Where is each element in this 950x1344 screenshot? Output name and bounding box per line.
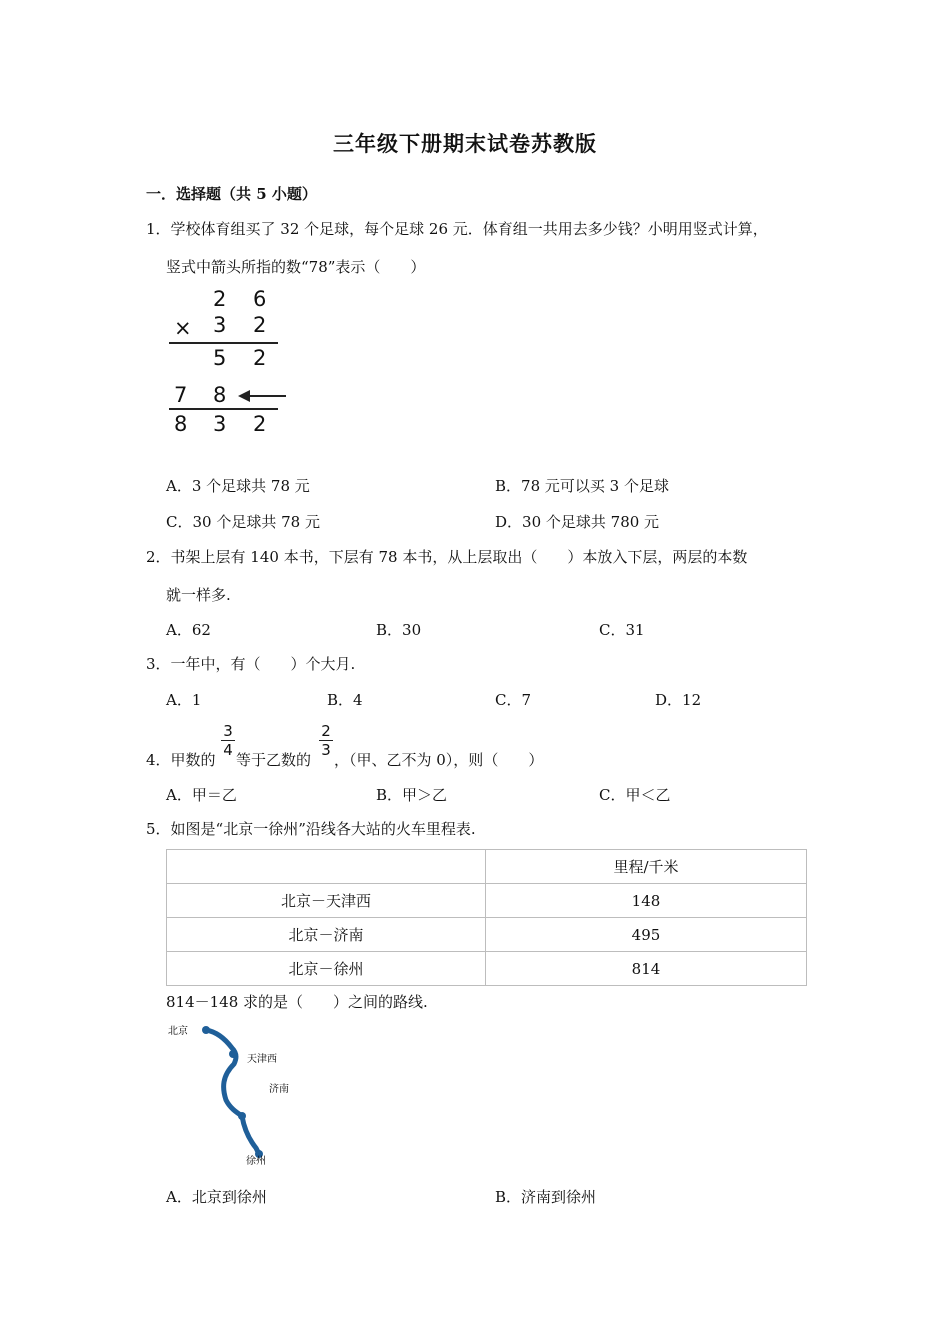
calc-digit: 6 (253, 287, 267, 311)
map-label-tianjinxi: 天津西 (247, 1054, 277, 1065)
table-row (167, 952, 807, 986)
q4-text-part3: ，（甲、乙不为 0），则（ ） (334, 751, 544, 769)
multiply-sign: × (174, 316, 192, 340)
table-cell-route: 北京－天津西 (167, 884, 486, 918)
table-row (167, 884, 807, 918)
q3-option-b: B．4 (327, 691, 363, 709)
q1-option-d: D．30 个足球共 780 元 (495, 513, 660, 531)
q4-option-a: A．甲＝乙 (166, 786, 237, 804)
section-heading: 一．选择题（共 5 小题） (146, 185, 317, 203)
fraction-numerator: 2 (321, 722, 331, 740)
table-cell-route: 北京－济南 (167, 918, 486, 952)
fraction-two-thirds (319, 723, 333, 758)
table-cell-distance: 495 (486, 918, 807, 952)
map-label-jinan: 济南 (269, 1084, 289, 1095)
calc-digit: 3 (213, 412, 227, 436)
mileage-table (166, 849, 807, 986)
q4-text-part1: 4．甲数的 (146, 751, 216, 769)
q1-option-a: A．3 个足球共 78 元 (166, 477, 310, 495)
q2-text-line2: 就一样多. (166, 586, 231, 604)
station-dot (202, 1026, 210, 1034)
q2-option-c: C．31 (599, 621, 645, 639)
table-row (167, 918, 807, 952)
q3-option-c: C．7 (495, 691, 532, 709)
station-dot (238, 1112, 246, 1120)
table-header-row (167, 850, 807, 884)
q5-text: 5．如图是“北京一徐州”沿线各大站的火车里程表. (146, 820, 476, 838)
calc-digit: 2 (253, 313, 267, 337)
fraction-denominator: 4 (223, 741, 233, 759)
fraction-denominator: 3 (321, 741, 331, 759)
fraction-three-quarters (221, 723, 235, 758)
q1-option-b: B．78 元可以买 3 个足球 (495, 477, 669, 495)
q3-option-a: A．1 (166, 691, 202, 709)
arrow-left-icon (238, 388, 288, 404)
railway-route-map (160, 1018, 300, 1173)
route-line (206, 1030, 259, 1154)
calc-digit: 5 (213, 346, 227, 370)
q5-option-b: B．济南到徐州 (495, 1188, 597, 1206)
table-cell-route: 北京－徐州 (167, 952, 486, 986)
q3-option-d: D．12 (655, 691, 702, 709)
calc-digit: 2 (213, 287, 227, 311)
station-dot (229, 1050, 237, 1058)
table-header-cell (167, 850, 486, 884)
calc-digit: 2 (253, 346, 267, 370)
calc-rule-line (169, 408, 278, 410)
q5-question: 814－148 求的是（ ）之间的路线. (166, 993, 428, 1011)
q2-option-a: A．62 (166, 621, 211, 639)
q4-option-b: B．甲＞乙 (376, 786, 448, 804)
q4-option-c: C．甲＜乙 (599, 786, 671, 804)
calc-digit: 3 (213, 313, 227, 337)
page-title: 三年级下册期末试卷苏教版 (333, 131, 597, 156)
calc-rule-line (169, 342, 278, 344)
table-cell-distance: 148 (486, 884, 807, 918)
q2-option-b: B．30 (376, 621, 422, 639)
q5-option-a: A．北京到徐州 (166, 1188, 267, 1206)
q1-text-line2: 竖式中箭头所指的数“78”表示（ ） (166, 258, 426, 276)
q2-text-line1: 2．书架上层有 140 本书，下层有 78 本书，从上层取出（ ）本放入下层，两层的本数 (146, 548, 748, 566)
fraction-numerator: 3 (223, 722, 233, 740)
table-header-cell: 里程/千米 (486, 850, 807, 884)
q4-text-part2: 等于乙数的 (236, 751, 312, 769)
table-cell-distance: 814 (486, 952, 807, 986)
map-label-xuzhou: 徐州 (246, 1156, 266, 1167)
calc-digit: 8 (174, 412, 188, 436)
calc-digit: 7 (174, 383, 188, 407)
map-label-beijing: 北京 (168, 1026, 188, 1037)
q3-text: 3．一年中，有（ ）个大月. (146, 655, 356, 673)
q1-text-line1: 1．学校体育组买了 32 个足球，每个足球 26 元．体育组一共用去多少钱？小明用竖式计算， (146, 220, 768, 238)
q1-option-c: C．30 个足球共 78 元 (166, 513, 320, 531)
calc-digit: 8 (213, 383, 227, 407)
calc-digit: 2 (253, 412, 267, 436)
